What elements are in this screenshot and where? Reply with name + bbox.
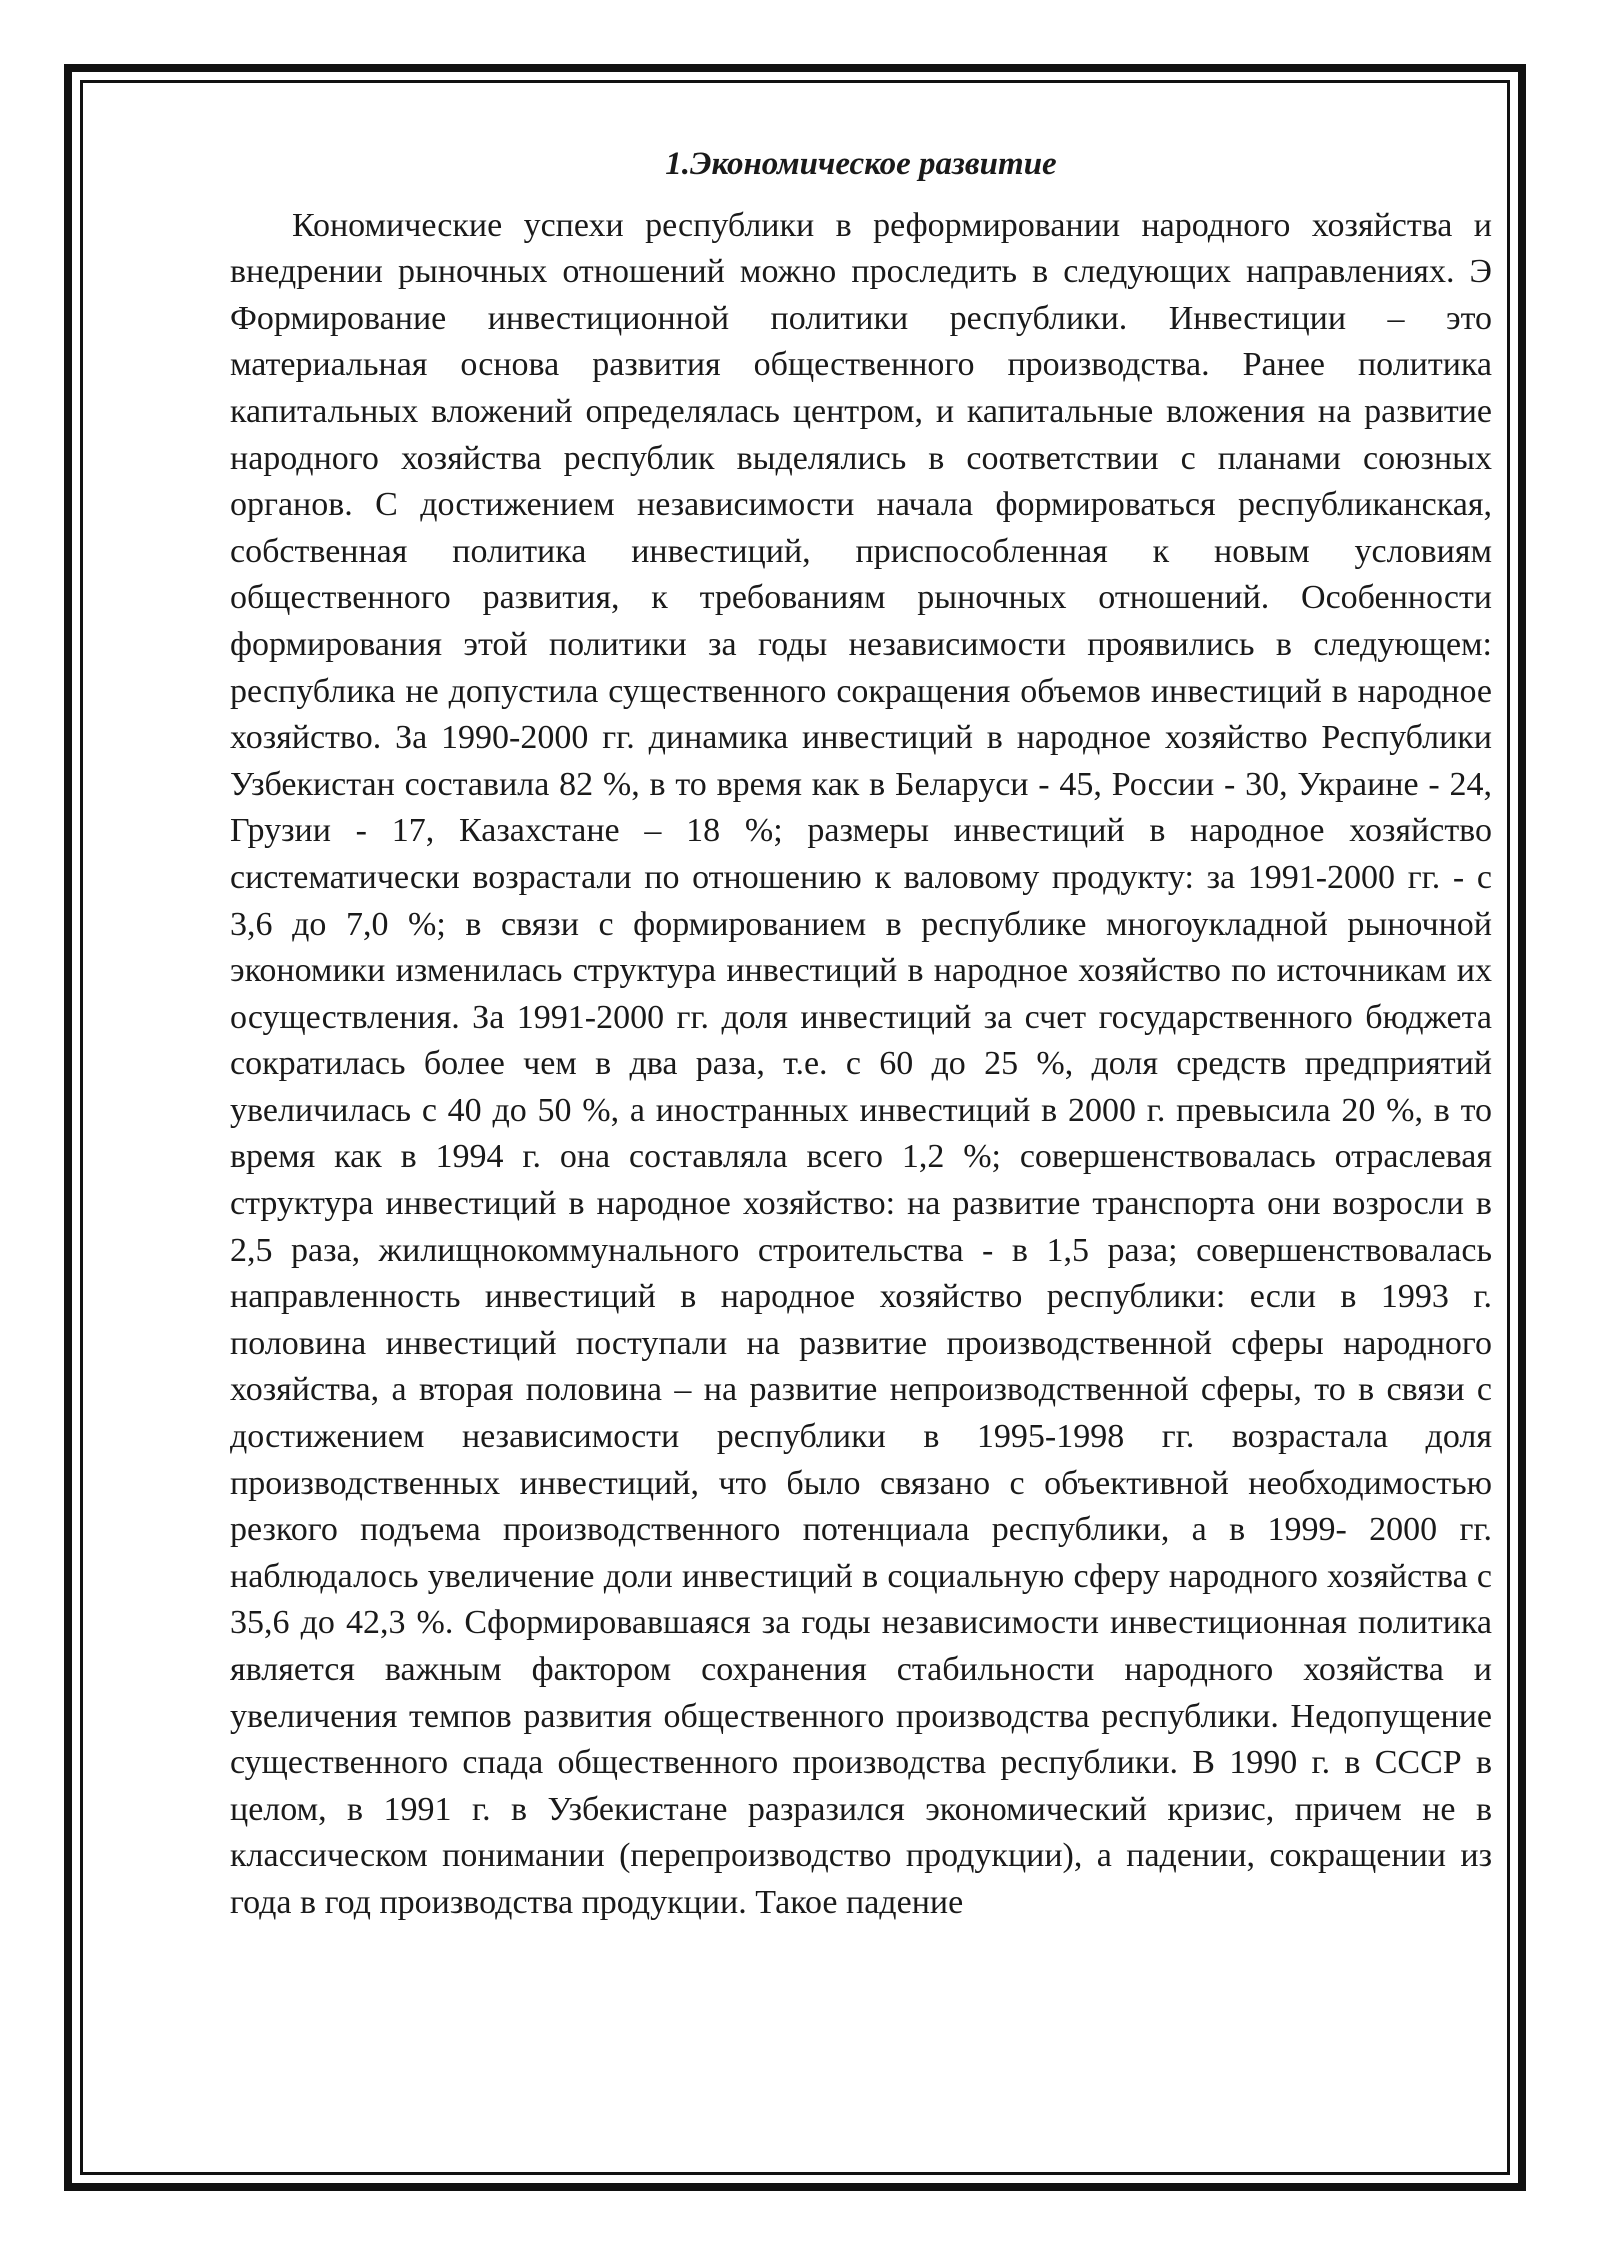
page-content	[230, 145, 1492, 1927]
body-paragraph: Кономические успехи республики в реформировании народного хозяйства и внедрении рыночных отношений можно проследить в следующих направлениях. Э Формирование инвестиционной политики республики. Инвестиции – это материальная основа развития общественного производства. Ранее политика капитальных вложений определялась центром, и капитальные вложения на развитие народного хозяйства республик выделялись в соответствии с планами союзных органов. С достижением независимости начала формироваться республиканская, собственная политика инвестиций, приспособленная к новым условиям общественного развития, к требованиям рыночных отношений. Особенности формирования этой политики за годы независимости проявились в следующем: республика не допустила существенного сокращения объемов инвестиций в народное хозяйство. За 1990-2000 гг. динамика инвестиций в народное хозяйство Республики Узбекистан составила 82 %, в то время как в Беларуси - 45, России - 30, Украине - 24, Грузии - 17, Казахстане – 18 %; размеры инвестиций в народное хозяйство систематически возрастали по отношению к валовому продукту: за 1991-2000 гг. - с 3,6 до 7,0 %; в связи с формированием в республике многоукладной рыночной экономики изменилась структура инвестиций в народное хозяйство по источникам их осуществления. За 1991-2000 гг. доля инвестиций за счет государственного бюджета сократилась более чем в два раза, т.е. с 60 до 25 %, доля средств предприятий увеличилась с 40 до 50 %, а иностранных инвестиций в 2000 г. превысила 20 %, в то время как в 1994 г. она составляла всего 1,2 %; совершенствовалась отраслевая структура инвестиций в народное хозяйство: на развитие транспорта они возросли в 2,5 раза, жилищнокоммунального строительства - в 1,5 раза; совершенствовалась направленность инвестиций в народное хозяйство республики: если в 1993 г. половина инвестиций поступали на развитие производственной сферы народного хозяйства, а вторая половина – на развитие непроизводственной сферы, то в связи с достижением независимости республики в 1995-1998 гг. возрастала доля производственных инвестиций, что было связано с объективной необходимостью резкого подъема производственного потенциала республики, а в 1999- 2000 гг. наблюдалось увеличение доли инвестиций в социальную сферу народного хозяйства с 35,6 до 42,3 %. Сформировавшаяся за годы независимости инвестиционная политика является важным фактором сохранения стабильности народного хозяйства и увеличения темпов развития общественного производства республики. Недопущение существенного спада общественного производства республики. В 1990 г. в СССР в целом, в 1991 г. в Узбекистане разразился экономический кризис, причем не в классическом понимании (перепроизводство продукции), а падении, сокращении из года в год производства продукции. Такое падение	[230, 206, 1492, 1921]
section-heading: 1.Экономическое развитие	[665, 146, 1057, 182]
